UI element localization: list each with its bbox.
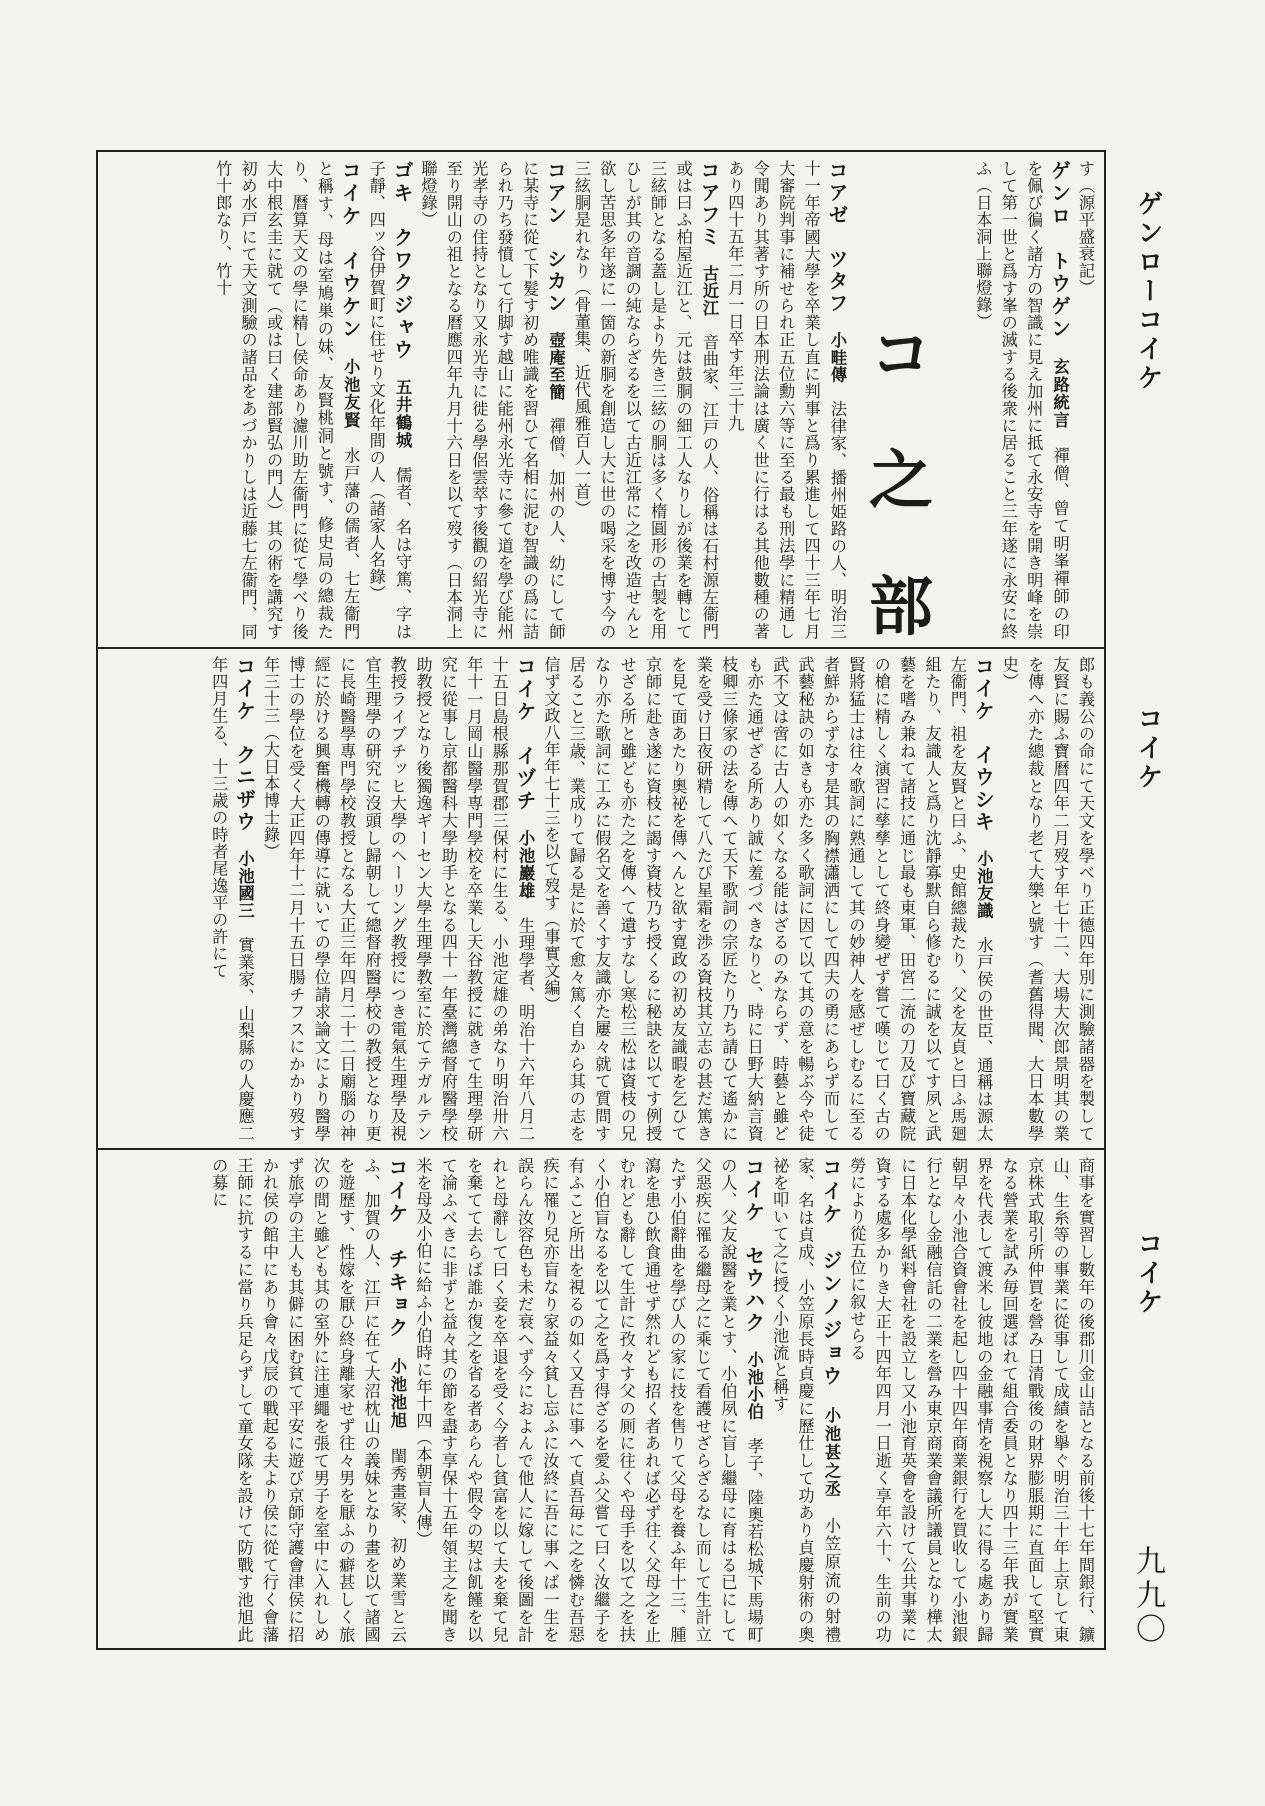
entry-body: 水戸侯の世臣、通稱は源太左衞門、祖を友賢と曰ふ、史館總裁たり、父を友貞と曰ふ馬廻組たり、友識人と爲り沈靜寡默自ら修むるに誠を以てす夙と武藝を嗜み兼ねて諸技に通じ最も東軍、田宮二流の刀及び寶藏院の槍に精しく演習に孳孳として終身變ぜず嘗て嘆じて曰く古の賢將猛士は往々歌詞に熟通して其の妙神人を感ぜしむるに至る者鮮からずなす是其の胸襟瀟洒にして四夫の勇にあらず而して武藝秘訣の如きも亦た多く歌詞に因て以て其の意を暢ぶ今や徒武不文は啻に古人の如くなる能はざるのみならず、時藝と雖ども亦た通ぜざる所あり誠に羞づべきなりと、時に日野大納言資枝卿三條家の法を傳へて天下歌詞の宗匠たり乃ち請ひて遙かに業を受け日夜研精して八たび星霜を渉る資枝其立志の甚だ篤きを見て面あたり奧祕を傳へんと欲す寛政の初め友識暇を乞ひて京師に赴き遂に資枝に謁す資枝乃ち授くるに秘訣を以てす例授せざる所と雖ども亦た之を傳へて遺すなし寒松三松は資枝の兄なり亦た歌詞に工みに假名文を善くす友識亦た屢々就て質問す居ること三歳、業成りて歸る是に於て愈々篤く自から其の志を信ず文政八年年七十三を以て歿す（事實文編） xyxy=(541,656,994,1142)
entry-name: 小池甚之丞 xyxy=(821,1406,841,1499)
entry-name: 小池國三 xyxy=(235,850,255,920)
entry-reading: コイケ チキョク xyxy=(385,1157,410,1340)
entry-name: 小畦傳 xyxy=(828,331,847,384)
tier2-block xyxy=(110,656,1098,1142)
entry-reading: コイケ イヅチ xyxy=(513,656,538,813)
entry-fragment: す（源平盛衰記） xyxy=(1076,160,1095,296)
entry-fragment: 郎も義公の命にて天文を學べり正德四年別に測驗諸器を製して友賢に賜ふ寶曆四年二月歿す年七十二、大場大次郎景明其の業を傳へ亦た總裁となり老て大樂と號す（耆舊得聞、大日本數學史） xyxy=(999,656,1095,1142)
entry-reading: ゴキ クワクジャウ xyxy=(390,160,415,362)
entry-reading: ゲンロ トウゲン xyxy=(1047,160,1072,341)
entry-name: 壺庵至簡 xyxy=(546,331,566,401)
entry-body: 禪僧、加州の人、幼にして師に某寺に從て下髮す初め唯識を習ひて名相に泥む智識の爲に詰られ乃ち發憤して行脚す越山に能州永光寺に參て道を學び能州光孝寺の住持となり又永光寺に徙る學侶雲萃す後觀の紹光寺に至り開山の祖となる曆應四年九月十六日を以て歿す（日本洞上聯燈錄） xyxy=(418,160,566,640)
entry-body: 閨秀畫家、初め業雪と云ふ、加賀の人、江戸に在て大沼枕山の義妹となり畫を以て諸國を遊歷す、性嫁を厭ひ終身離家せず往々男を厭ふの癖甚しく旅次の間と雖ども其の室外に注連繩を張て男子を室中に入れしめず旅亭の主人も其僻に困む貧て平安に遊び京師守護會津侯に招かれ侯の館中にあり會々戊辰の戰起る夫より侯に從て行く會藩王師に抗するに當り兵足らずして童女隊を設けて防戰す池旭此の募に xyxy=(209,1157,408,1643)
entry-name: 古近江 xyxy=(699,265,719,317)
entry-reading: コアゼ ツタフ xyxy=(825,160,849,315)
entry-reading: コイケ クニザウ xyxy=(232,656,257,834)
entry-reading: コイケ イウシキ xyxy=(971,656,996,834)
entry-koike-chikyoku xyxy=(206,1157,410,1643)
tier1-left-block xyxy=(110,160,850,640)
tier-divider-1 xyxy=(96,647,1106,649)
entry-reading: コアフミ xyxy=(696,160,721,249)
section-title: コ 之 部 xyxy=(858,320,932,657)
tier-divider-2 xyxy=(96,1148,1106,1150)
entry-koike-kunizo xyxy=(206,656,258,1142)
entry-koike-shohaku xyxy=(410,1157,767,1643)
tier1-right-block xyxy=(970,160,1098,640)
entry-goki-kakujo xyxy=(363,160,415,640)
entry-koike-yushiki xyxy=(538,656,996,1142)
entry-name: 玄路統言 xyxy=(1050,358,1070,430)
entry-body: 音曲家、江戸の人、俗稱は石村源左衞門或は曰ふ柏屋近江と、元は鼓胴の細工人なりしが後業を轉じて三絃師となる蓋し是より先き三絃の胴は多く楕圓形の古製を用ひしが其の音調の純ならざるを以て古近江常に之を改造せんと欲し苦思多年遂に一箇の新胴を創造し大に世の喝采を博す今の三絃胴是れなり（骨董集、近代風雅百人一首） xyxy=(571,160,719,640)
entry-name: 小池友識 xyxy=(974,850,994,920)
page-number: 九九〇 xyxy=(1130,1545,1165,1647)
entry-body: 儒者、名は守篤、字は子靜、四ッ谷伊賀町に住せり文化年間の人（諸家人名錄） xyxy=(366,160,413,640)
running-head-top: ゲンローコイケ xyxy=(1133,190,1163,393)
entry-name: 小池小伯 xyxy=(744,1351,764,1421)
entry-koaze-tsutafu xyxy=(722,160,850,640)
entry-koike-jinnojo xyxy=(767,1157,844,1643)
entry-koike-izuchi xyxy=(258,656,538,1142)
entry-reading: コイケ イウケン xyxy=(338,160,363,341)
running-head-bottom: コイケ xyxy=(1133,1230,1163,1317)
entry-name: 小池友賢 xyxy=(341,358,361,430)
entry-genro-togen xyxy=(970,160,1073,640)
entry-fragment: 商事を實習し數年の後郡川金山詰となる前後十七年間銀行、鑛山、生糸等の事業に從事して成績を擧ぐ明治三十年上京して東京株式取引所仲買を營み日清戰後の財界膨脹期に直面して堅實なる營業を試み毎回選ばれて組合委員となり四十三年我が實業界を代表して渡米し彼地の金融事情を視察し大に得る處あり歸朝早々小池合資會社を起し四十四年商業銀行を買收して小池銀行となし金融信託の二業を營み東京商業會議所議員となり樺太に日本化學紙料會社を設立し又小池育英會を設けて公共事業に資する處多かりき大正十四年四月一日逝く享年六十、生前の功勞により從五位に叙せらる xyxy=(847,1157,1095,1643)
entry-name: 小池池旭 xyxy=(388,1357,408,1430)
entry-body: 生理學者、明治十六年八月二十五日島根縣那賀郡三保村に生る、小池定雄の弟なり明治卅六年十一月岡山醫學専門學校を卒業し天谷教授に就きて生理學研究に從事し京都醫科大學助手となる四十一年臺灣總督府醫學校助教授となり後獨逸ギーセン大學生理學教室に於てテガルテン教授ライブチッヒ大學のヘーリング教授につき電氣生理學及視官生理學の研究に沒頭し歸朝して總督府醫學校の教授となり更に長崎醫學專門學校教授となる大正三年四月二十二日廟腦の神經に於ける興奮機轉の傳導に就いての學位請求論文により醫學博士の學位を受く大正四年十二月十五日腸チフスにかかり歿す年三十三（大日本博士錄） xyxy=(261,656,536,1142)
entry-body: 實業家、山梨縣の人慶應二年四月生る、十三歳の時者尾逸平の許にて xyxy=(209,656,255,1142)
entry-reading: コアン シカン xyxy=(543,160,568,315)
entry-reading: コイケ セウハク xyxy=(741,1157,766,1335)
tier3-block xyxy=(110,1157,1098,1643)
entry-name: 小池巖雄 xyxy=(516,829,536,900)
entry-reading: コイケ ジンノジョウ xyxy=(818,1157,843,1389)
running-head-middle: コイケ xyxy=(1133,705,1163,792)
entry-body: 小笠原流の射禮家、名は貞成、小笠原長時貞慶に歷仕して功あり貞慶射術の奧祕を叩いて之に授く小池流と稱す xyxy=(770,1157,841,1643)
entry-body: 孝子、陸奧若松城下馬場町の人、父友說醫を業とす、小伯夙に盲し繼母に育はる已にして父惡疾に罹る繼母之に乘じて看護せざらざるなし而して生計立たず小伯辭曲を學び人の家に技を售りて父母を養ふ年十三、腫瀉を患ひ飲食通せず然れども招く者あれば必ず往く父母之を止むれども辭して生計に孜々す父の厠に往くや母手を以て之を扶く小伯盲なるを以て之を爲す得ざるを愛ふ父嘗て曰く汝繼子を有ふこと所出を視るの如く又吾に事へて貞吾毎に之を憐む吾惡疾に罹り兒亦盲なり家益々貧し忘ふに汝終に吾に事へば一生を誤らん汝容色も未だ衰へず今におよんで他人に嫁して後圖を計れと母辭して曰く妾を卒退を受く今者し貧富を以て夫を棄て兒を棄てて去らば誰か復之を省る者あらんや假令の契は飢饉を以て淪ふべきに非ずと益々其の節を盡す享保十五年領主之を聞き米を母及小伯に給ふ小伯時に年十四（本朝盲人傳） xyxy=(413,1157,764,1643)
entry-koafumi xyxy=(569,160,722,640)
entry-body: 禪僧、曾て明峯禪師の印を佩び徧く諸方の智識に見え加州に抵て永安寺を開き明峰を崇して第一世と爲す峯の滅する後衆に居ること三年遂に永安に終ふ（日本洞上聯燈錄） xyxy=(973,160,1070,640)
entry-koan-shikan xyxy=(415,160,568,640)
entry-body: 水戸藩の儒者、七左衞門と稱す、母は室鳩巣の妹、友賢桃洞と號す、修史局の總裁たり、曆算天文の學に精し侯命あり濾川助左衞門に從て學べり後大中根玄圭に就て（或は曰く建部賢弘の門人）其の術を講究す初め水戸にて天文測驗の諸品をあづかりしは近藤七左衞門、同竹十郎なり、竹十 xyxy=(213,160,361,640)
entry-name: 五井鶴城 xyxy=(393,378,413,450)
entry-body: 法律家、播州姫路の人、明治三十一年帝國大學を卒業し直に判事と爲り累進して四十三年七月大審院判事に補せられ正五位勳六等に至る最も刑法學に精通し令聞あり其著す所の日本刑法論は廣く世に行はる其他數種の著あり四十五年二月一日卒す年三十九 xyxy=(725,160,847,640)
entry-koike-yuken xyxy=(210,160,363,640)
